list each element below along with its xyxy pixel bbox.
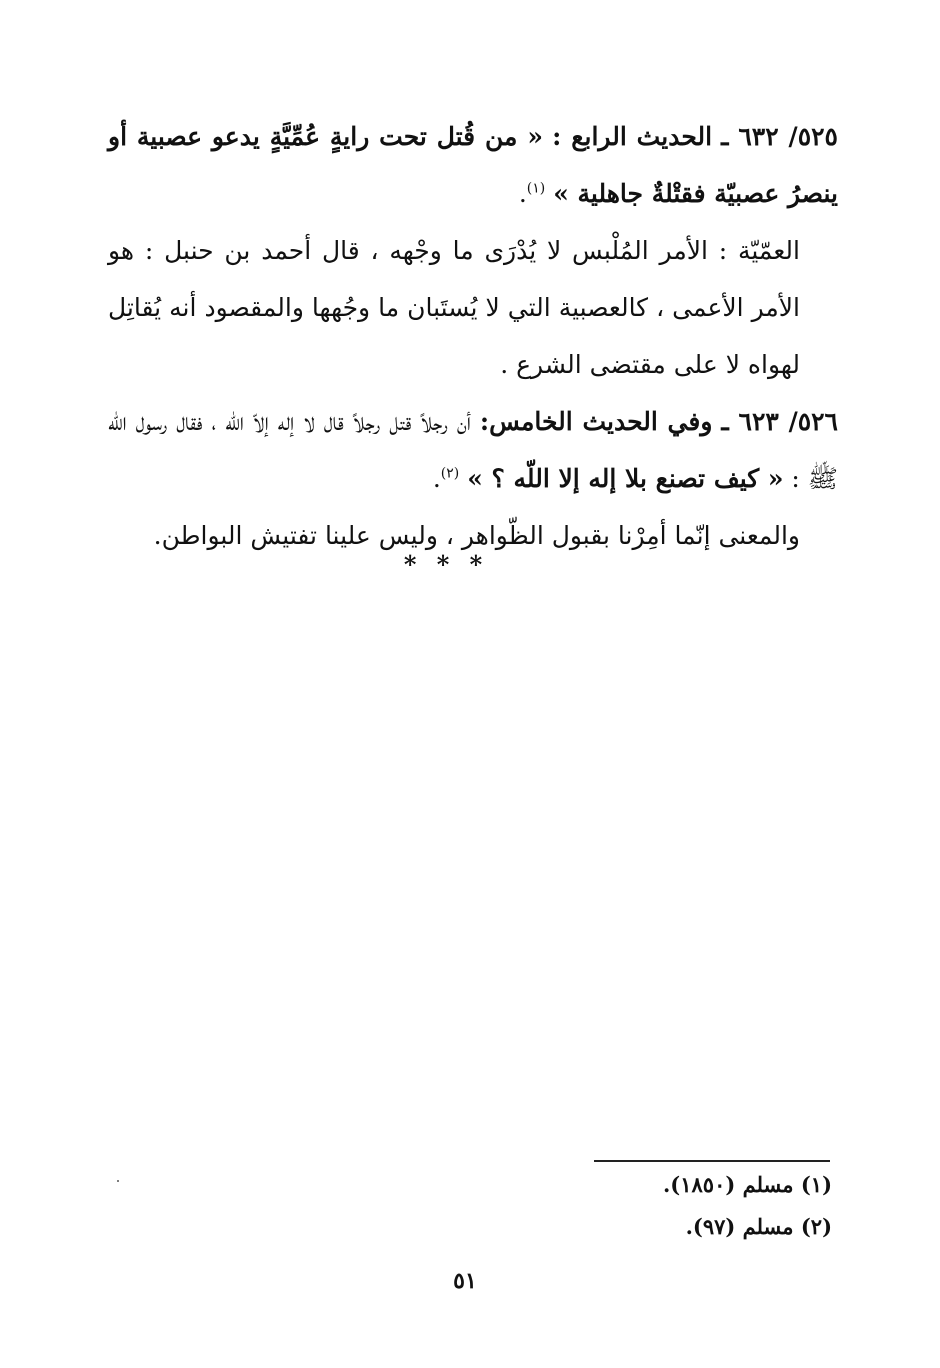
hadith-number: ٥٢٥/ ٦٣٢ ـ [721,122,838,151]
hadith-quote: « كيف تصنع بلا إله إلا اللّه ؟ » [467,464,784,493]
period: . [432,464,441,493]
footnote-ref: (٢) [440,465,460,482]
hadith-number: ٥٢٦/ ٦٢٣ ـ [721,407,838,436]
hadith-525 [108,108,838,222]
period: . [518,179,527,208]
hadith-526 [108,393,838,507]
explanation-525 [108,222,838,393]
scan-speck [117,1180,119,1182]
explanation-text: العمّيّة : الأمر المُلْبس لا يُدْرَى ما وجْهه ، قال أحمد بن حنبل : هو الأمر الأعمى ، كالعصبية التي لا يُستَبان ما وجُهها والمقصود أنه يُقاتِل لهواه لا على مقتضى الشرع . [108,236,800,379]
hadith-title: الحديث الرابع : [552,122,713,151]
footnote-ref: (١) [526,180,546,197]
footnote-divider [594,1160,830,1162]
body-text [108,108,838,564]
footnote-1: (١) مسلم (١٨٥٠). [663,1172,832,1197]
hadith-text: أن رجلاً قتل رجلاً قال لا إله إلاّ الله ، فقال رسول الله ﷺ : [108,407,838,493]
footnote-2: (٢) مسلم (٩٧). [685,1214,832,1239]
hadith-text: « من قُتل تحت رايةٍ عُمِّيَّةٍ يدعو عصبية أو ينصرُ عصبيّة فقتْلةٌ جاهلية » [108,122,838,208]
explanation-text: والمعنى إنّما أمِرْنا بقبول الظّواهر ، وليس علينا تفتيش البواطن. [153,521,800,550]
page-number: ٥١ [453,1268,477,1294]
hadith-title: وفي الحديث الخامس: [479,407,713,436]
section-separator: * * * [403,550,489,579]
